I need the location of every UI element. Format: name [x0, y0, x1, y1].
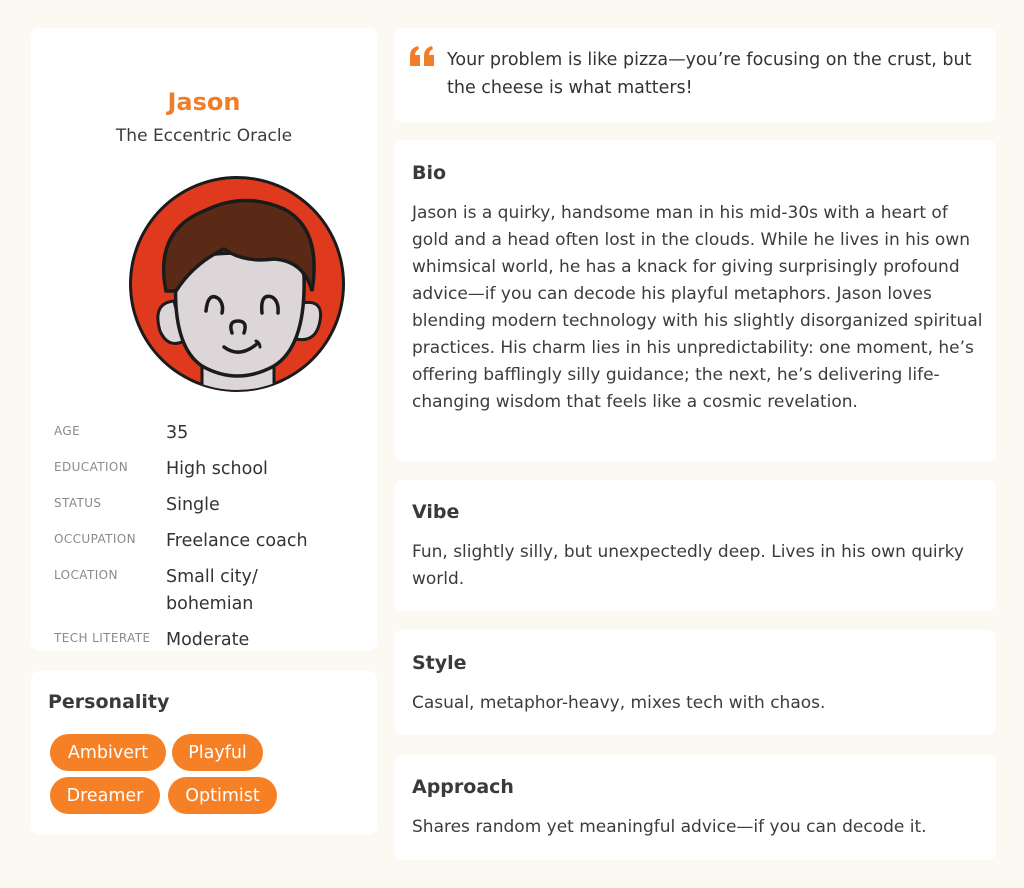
fact-label: EDUCATION [54, 460, 129, 474]
vibe-text: Fun, slightly silly, but unexpectedly deep. Lives in his own quirky world. [412, 542, 964, 589]
bio-title: Bio [412, 162, 447, 184]
fact-value: Moderate [166, 630, 250, 650]
fact-value: Single [166, 495, 220, 515]
trait-pill: Ambivert [50, 734, 166, 771]
quote-card [394, 28, 996, 122]
personality-card [31, 671, 377, 834]
avatar-illustration [124, 171, 351, 398]
personality-title: Personality [48, 691, 170, 713]
avatar [124, 171, 351, 398]
style-card [394, 630, 996, 735]
fact-label: STATUS [54, 496, 102, 510]
fact-row-location [54, 564, 364, 627]
fact-row-occupation [54, 528, 364, 564]
persona-tagline: The Eccentric Oracle [115, 126, 293, 146]
fact-label: OCCUPATION [54, 532, 137, 546]
vibe-card [394, 480, 996, 611]
fact-label: AGE [54, 424, 81, 438]
style-title: Style [412, 652, 467, 674]
approach-title: Approach [412, 776, 514, 798]
fact-row-education [54, 456, 364, 492]
facts-list [54, 420, 364, 663]
fact-label: TECH LITERATE [54, 631, 151, 645]
bio-text: Jason is a quirky, handsome man in his mid-30s with a heart of gold and a head often lost in the clouds. While he lives in his own whimsical world, he has a knack for giving surprisingly profound advice—if you can decode his playful metaphors. Jason loves blending modern technology with his slightly disorganized spiritual practices. His charm lies in his unpredictability: one moment, he’s offering bafflingly silly guidance; the next, he’s delivering life-changing wisdom that feels like a cosmic revelation. [412, 203, 983, 412]
fact-row-status [54, 492, 364, 528]
approach-card [394, 755, 996, 860]
fact-value: High school [166, 459, 268, 479]
fact-label: LOCATION [54, 568, 118, 582]
trait-pill: Optimist [168, 777, 277, 814]
trait-pill: Dreamer [50, 777, 160, 814]
quote-icon [410, 46, 436, 66]
bio-card [394, 140, 996, 461]
quote-text: Your problem is like pizza—you’re focusing on the crust, but the cheese is what matters! [447, 50, 972, 98]
fact-value: 35 [166, 423, 189, 443]
persona-name: Jason [167, 88, 241, 116]
fact-row-tech-literate [54, 627, 364, 663]
approach-text: Shares random yet meaningful advice—if you can decode it. [412, 817, 927, 837]
fact-value: Small city/ bohemian [166, 567, 258, 614]
profile-card [31, 28, 377, 651]
trait-pill: Playful [172, 734, 263, 771]
vibe-title: Vibe [412, 501, 460, 523]
fact-row-age [54, 420, 364, 456]
fact-value: Freelance coach [166, 531, 308, 551]
style-text: Casual, metaphor-heavy, mixes tech with chaos. [412, 693, 826, 713]
